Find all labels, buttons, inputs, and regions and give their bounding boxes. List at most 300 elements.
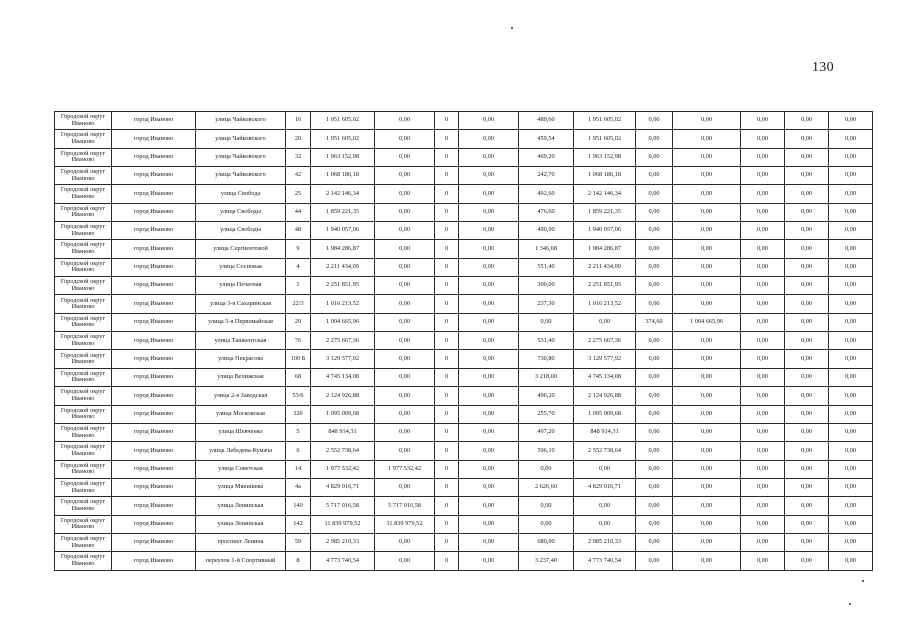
cell-cost-col-8: 0,00 bbox=[459, 405, 519, 423]
cell-cost-col-6: 0,00 bbox=[375, 313, 435, 331]
cell-cost-col-10: 4 773 740,54 bbox=[574, 552, 636, 570]
cell-cost-col-13: 0,00 bbox=[741, 112, 785, 130]
cell-cost-col-10: 848 914,31 bbox=[574, 423, 636, 441]
cell-street: улица Чайковского bbox=[196, 148, 286, 166]
table-row bbox=[55, 112, 873, 130]
cell-total-cost: 3 129 577,92 bbox=[311, 350, 375, 368]
cell-cost-col-8: 0,00 bbox=[459, 277, 519, 295]
cell-cost-col-12: 0,00 bbox=[673, 148, 741, 166]
cell-cost-col-12: 1 004 665,96 bbox=[673, 313, 741, 331]
cell-settlement: город Иваново bbox=[112, 533, 196, 551]
cell-area-col-11: 0,00 bbox=[636, 497, 673, 515]
cell-house-number: 29 bbox=[286, 313, 311, 331]
cell-cost-col-10: 4 745 134,08 bbox=[574, 368, 636, 386]
cell-area-col-9: 480,60 bbox=[519, 112, 574, 130]
cell-cost-col-15: 0,00 bbox=[829, 350, 873, 368]
cell-cost-col-8: 0,00 bbox=[459, 222, 519, 240]
cell-cost-col-8: 0,00 bbox=[459, 515, 519, 533]
cell-cost-col-8: 0,00 bbox=[459, 258, 519, 276]
cell-area-col-9: 3 218,00 bbox=[519, 368, 574, 386]
table-row bbox=[55, 295, 873, 313]
cell-total-cost: 5 717 016,58 bbox=[311, 497, 375, 515]
cell-street: улица 5-я Первомайская bbox=[196, 313, 286, 331]
cell-cost-col-8: 0,00 bbox=[459, 350, 519, 368]
cell-area-col-9: 730,80 bbox=[519, 350, 574, 368]
cell-cost-col-14: 0,00 bbox=[785, 478, 829, 496]
cell-cost-col-13: 0,00 bbox=[741, 368, 785, 386]
cell-area-col-11: 0,00 bbox=[636, 277, 673, 295]
cell-total-cost: 2 124 926,88 bbox=[311, 387, 375, 405]
cell-street: улица Советская bbox=[196, 460, 286, 478]
cell-cost-col-6: 0,00 bbox=[375, 295, 435, 313]
table-row bbox=[55, 368, 873, 386]
cell-house-number: 9 bbox=[286, 240, 311, 258]
cell-area-col-11: 0,00 bbox=[636, 442, 673, 460]
cell-cost-col-6: 5 717 016,58 bbox=[375, 497, 435, 515]
cell-cost-col-6: 0,00 bbox=[375, 387, 435, 405]
cell-settlement: город Иваново bbox=[112, 222, 196, 240]
cell-cost-col-6: 0,00 bbox=[375, 368, 435, 386]
cell-count-col-7: 0 bbox=[435, 533, 459, 551]
table-row bbox=[55, 552, 873, 570]
cell-area-col-9: 255,70 bbox=[519, 405, 574, 423]
cell-cost-col-12: 0,00 bbox=[673, 203, 741, 221]
cell-street: улица Чайковского bbox=[196, 130, 286, 148]
cell-municipality: Городской округ Иваново bbox=[55, 460, 112, 478]
cell-cost-col-14: 0,00 bbox=[785, 405, 829, 423]
cell-cost-col-14: 0,00 bbox=[785, 167, 829, 185]
scan-speck bbox=[511, 27, 513, 29]
cell-cost-col-13: 0,00 bbox=[741, 515, 785, 533]
table-row bbox=[55, 222, 873, 240]
cell-cost-col-15: 0,00 bbox=[829, 277, 873, 295]
cell-cost-col-13: 0,00 bbox=[741, 442, 785, 460]
cell-cost-col-13: 0,00 bbox=[741, 405, 785, 423]
cell-cost-col-13: 0,00 bbox=[741, 332, 785, 350]
cell-cost-col-13: 0,00 bbox=[741, 478, 785, 496]
cell-house-number: 32б bbox=[286, 405, 311, 423]
cell-total-cost: 2 552 738,64 bbox=[311, 442, 375, 460]
cell-cost-col-8: 0,00 bbox=[459, 423, 519, 441]
cell-area-col-11: 0,00 bbox=[636, 460, 673, 478]
cell-cost-col-10: 4 829 016,71 bbox=[574, 478, 636, 496]
cell-cost-col-10: 0,00 bbox=[574, 313, 636, 331]
table-row bbox=[55, 313, 873, 331]
cell-area-col-9: 3 237,40 bbox=[519, 552, 574, 570]
cell-area-col-11: 0,00 bbox=[636, 240, 673, 258]
cell-cost-col-13: 0,00 bbox=[741, 277, 785, 295]
cell-cost-col-14: 0,00 bbox=[785, 442, 829, 460]
cell-cost-col-8: 0,00 bbox=[459, 497, 519, 515]
cell-cost-col-8: 0,00 bbox=[459, 478, 519, 496]
cell-cost-col-10: 1 016 213,52 bbox=[574, 295, 636, 313]
cell-house-number: 32 bbox=[286, 148, 311, 166]
cell-street: улица Некрасова bbox=[196, 350, 286, 368]
cell-cost-col-10: 0,00 bbox=[574, 460, 636, 478]
cell-settlement: город Иваново bbox=[112, 313, 196, 331]
cell-cost-col-15: 0,00 bbox=[829, 423, 873, 441]
cell-municipality: Городской округ Иваново bbox=[55, 148, 112, 166]
cell-street: улица Свобода bbox=[196, 185, 286, 203]
cell-settlement: город Иваново bbox=[112, 497, 196, 515]
cell-count-col-7: 0 bbox=[435, 387, 459, 405]
cell-street: улица Сергиентовой bbox=[196, 240, 286, 258]
cell-total-cost: 11 839 979,52 bbox=[311, 515, 375, 533]
cell-street: улица Свободы bbox=[196, 222, 286, 240]
cell-area-col-11: 374,60 bbox=[636, 313, 673, 331]
cell-house-number: 22/3 bbox=[286, 295, 311, 313]
cell-cost-col-15: 0,00 bbox=[829, 112, 873, 130]
cell-municipality: Городской округ Иваново bbox=[55, 277, 112, 295]
cell-cost-col-12: 0,00 bbox=[673, 240, 741, 258]
cell-area-col-11: 0,00 bbox=[636, 515, 673, 533]
cell-cost-col-13: 0,00 bbox=[741, 258, 785, 276]
cell-area-col-9: 2 626,60 bbox=[519, 478, 574, 496]
cell-area-col-11: 0,00 bbox=[636, 167, 673, 185]
cell-area-col-9: 596,10 bbox=[519, 442, 574, 460]
cell-street: улица Ташкентская bbox=[196, 332, 286, 350]
cell-cost-col-12: 0,00 bbox=[673, 442, 741, 460]
cell-municipality: Городской округ Иваново bbox=[55, 313, 112, 331]
cell-count-col-7: 0 bbox=[435, 497, 459, 515]
cell-count-col-7: 0 bbox=[435, 185, 459, 203]
table-row bbox=[55, 258, 873, 276]
cell-house-number: 142 bbox=[286, 515, 311, 533]
cell-cost-col-12: 0,00 bbox=[673, 497, 741, 515]
cell-cost-col-10: 2 275 667,36 bbox=[574, 332, 636, 350]
cell-settlement: город Иваново bbox=[112, 258, 196, 276]
cell-cost-col-12: 0,00 bbox=[673, 387, 741, 405]
cell-cost-col-15: 0,00 bbox=[829, 460, 873, 478]
cell-municipality: Городской округ Иваново bbox=[55, 442, 112, 460]
cell-cost-col-15: 0,00 bbox=[829, 130, 873, 148]
cell-count-col-7: 0 bbox=[435, 423, 459, 441]
cell-settlement: город Иваново bbox=[112, 442, 196, 460]
cell-street: улица Ленинская bbox=[196, 515, 286, 533]
cell-cost-col-12: 0,00 bbox=[673, 332, 741, 350]
cell-municipality: Городской округ Иваново bbox=[55, 478, 112, 496]
cell-municipality: Городской округ Иваново bbox=[55, 497, 112, 515]
cell-cost-col-10: 2 985 210,33 bbox=[574, 533, 636, 551]
cell-count-col-7: 0 bbox=[435, 478, 459, 496]
cell-cost-col-8: 0,00 bbox=[459, 387, 519, 405]
cell-cost-col-12: 0,00 bbox=[673, 277, 741, 295]
cell-cost-col-6: 0,00 bbox=[375, 112, 435, 130]
cell-cost-col-13: 0,00 bbox=[741, 240, 785, 258]
cell-cost-col-6: 0,00 bbox=[375, 533, 435, 551]
cell-cost-col-15: 0,00 bbox=[829, 258, 873, 276]
cell-cost-col-14: 0,00 bbox=[785, 350, 829, 368]
cell-house-number: 140 bbox=[286, 497, 311, 515]
cell-cost-col-13: 0,00 bbox=[741, 222, 785, 240]
table-row bbox=[55, 405, 873, 423]
cell-cost-col-13: 0,00 bbox=[741, 533, 785, 551]
cell-cost-col-10: 2 552 738,64 bbox=[574, 442, 636, 460]
cell-house-number: 4а bbox=[286, 478, 311, 496]
table-row bbox=[55, 497, 873, 515]
cell-total-cost: 1 984 286,87 bbox=[311, 240, 375, 258]
cell-cost-col-8: 0,00 bbox=[459, 442, 519, 460]
cell-cost-col-6: 0,00 bbox=[375, 222, 435, 240]
cell-municipality: Городской округ Иваново bbox=[55, 533, 112, 551]
cell-cost-col-15: 0,00 bbox=[829, 442, 873, 460]
cell-area-col-11: 0,00 bbox=[636, 405, 673, 423]
cell-cost-col-10: 1 068 186,18 bbox=[574, 167, 636, 185]
table-row bbox=[55, 515, 873, 533]
cell-count-col-7: 0 bbox=[435, 277, 459, 295]
cell-house-number: 68 bbox=[286, 368, 311, 386]
cell-street: улица 3-я Сахаринская bbox=[196, 295, 286, 313]
cell-cost-col-8: 0,00 bbox=[459, 460, 519, 478]
cell-area-col-9: 242,70 bbox=[519, 167, 574, 185]
cell-total-cost: 2 985 210,33 bbox=[311, 533, 375, 551]
cell-cost-col-14: 0,00 bbox=[785, 515, 829, 533]
cell-cost-col-6: 0,00 bbox=[375, 185, 435, 203]
cell-area-col-9: 497,20 bbox=[519, 423, 574, 441]
cell-cost-col-6: 0,00 bbox=[375, 167, 435, 185]
cell-municipality: Городской округ Иваново bbox=[55, 240, 112, 258]
cell-street: улица Чайковского bbox=[196, 112, 286, 130]
cell-cost-col-13: 0,00 bbox=[741, 497, 785, 515]
cell-cost-col-15: 0,00 bbox=[829, 405, 873, 423]
cell-area-col-9: 490,90 bbox=[519, 222, 574, 240]
cell-count-col-7: 0 bbox=[435, 442, 459, 460]
table-row bbox=[55, 185, 873, 203]
cell-cost-col-8: 0,00 bbox=[459, 240, 519, 258]
cell-cost-col-14: 0,00 bbox=[785, 185, 829, 203]
cell-cost-col-10: 1 940 057,06 bbox=[574, 222, 636, 240]
cell-cost-col-6: 0,00 bbox=[375, 258, 435, 276]
cell-area-col-9: 1 346,68 bbox=[519, 240, 574, 258]
cell-count-col-7: 0 bbox=[435, 295, 459, 313]
cell-cost-col-15: 0,00 bbox=[829, 167, 873, 185]
cell-cost-col-14: 0,00 bbox=[785, 222, 829, 240]
cell-house-number: 1 bbox=[286, 277, 311, 295]
cell-count-col-7: 0 bbox=[435, 350, 459, 368]
cell-total-cost: 1 940 057,06 bbox=[311, 222, 375, 240]
cell-municipality: Городской округ Иваново bbox=[55, 167, 112, 185]
cell-street: улица Сосновая bbox=[196, 258, 286, 276]
cell-total-cost: 2 251 851,95 bbox=[311, 277, 375, 295]
table-row bbox=[55, 240, 873, 258]
cell-cost-col-13: 0,00 bbox=[741, 295, 785, 313]
cell-count-col-7: 0 bbox=[435, 112, 459, 130]
cell-area-col-9: 469,20 bbox=[519, 148, 574, 166]
cell-cost-col-12: 0,00 bbox=[673, 515, 741, 533]
cell-count-col-7: 0 bbox=[435, 552, 459, 570]
cell-cost-col-15: 0,00 bbox=[829, 222, 873, 240]
cell-house-number: 14 bbox=[286, 460, 311, 478]
cell-total-cost: 848 914,31 bbox=[311, 423, 375, 441]
cell-area-col-11: 0,00 bbox=[636, 387, 673, 405]
cell-area-col-9: 496,20 bbox=[519, 387, 574, 405]
cell-cost-col-15: 0,00 bbox=[829, 148, 873, 166]
cell-settlement: город Иваново bbox=[112, 350, 196, 368]
table-row bbox=[55, 460, 873, 478]
cell-house-number: 53/6 bbox=[286, 387, 311, 405]
cell-house-number: 16 bbox=[286, 112, 311, 130]
cell-municipality: Городской округ Иваново bbox=[55, 295, 112, 313]
cell-cost-col-10: 1 984 286,87 bbox=[574, 240, 636, 258]
cell-cost-col-12: 0,00 bbox=[673, 478, 741, 496]
cell-area-col-11: 0,00 bbox=[636, 112, 673, 130]
cell-area-col-11: 0,00 bbox=[636, 258, 673, 276]
cell-settlement: город Иваново bbox=[112, 460, 196, 478]
cell-area-col-9: 0,00 bbox=[519, 497, 574, 515]
cell-street: улица Шевченко bbox=[196, 423, 286, 441]
cell-count-col-7: 0 bbox=[435, 222, 459, 240]
cell-cost-col-10: 1 951 605,02 bbox=[574, 112, 636, 130]
cell-total-cost: 1 068 186,18 bbox=[311, 167, 375, 185]
cell-cost-col-15: 0,00 bbox=[829, 295, 873, 313]
cell-count-col-7: 0 bbox=[435, 405, 459, 423]
cell-cost-col-12: 0,00 bbox=[673, 130, 741, 148]
cell-house-number: 8 bbox=[286, 552, 311, 570]
cell-cost-col-12: 0,00 bbox=[673, 185, 741, 203]
cell-area-col-11: 0,00 bbox=[636, 203, 673, 221]
cell-area-col-11: 0,00 bbox=[636, 552, 673, 570]
cell-settlement: город Иваново bbox=[112, 277, 196, 295]
cell-settlement: город Иваново bbox=[112, 185, 196, 203]
cell-settlement: город Иваново bbox=[112, 552, 196, 570]
cell-cost-col-10: 0,00 bbox=[574, 497, 636, 515]
cell-municipality: Городской округ Иваново bbox=[55, 130, 112, 148]
cell-settlement: город Иваново bbox=[112, 240, 196, 258]
cell-settlement: город Иваново bbox=[112, 203, 196, 221]
cell-settlement: город Иваново bbox=[112, 295, 196, 313]
cell-total-cost: 4 773 740,54 bbox=[311, 552, 375, 570]
cell-street: улица Московская bbox=[196, 405, 286, 423]
table-row bbox=[55, 350, 873, 368]
cell-street: улица 2-я Заводская bbox=[196, 387, 286, 405]
cell-cost-col-13: 0,00 bbox=[741, 148, 785, 166]
cell-cost-col-8: 0,00 bbox=[459, 112, 519, 130]
cell-house-number: 5 bbox=[286, 423, 311, 441]
cell-cost-col-12: 0,00 bbox=[673, 405, 741, 423]
cell-cost-col-10: 0,00 bbox=[574, 515, 636, 533]
cell-cost-col-14: 0,00 bbox=[785, 313, 829, 331]
cell-house-number: 100 Б bbox=[286, 350, 311, 368]
cell-municipality: Городской округ Иваново bbox=[55, 203, 112, 221]
cell-cost-col-8: 0,00 bbox=[459, 130, 519, 148]
table-row bbox=[55, 423, 873, 441]
cell-area-col-9: 0,00 bbox=[519, 313, 574, 331]
cell-house-number: 6 bbox=[286, 442, 311, 460]
cell-street: переулок 1-й Спортивный bbox=[196, 552, 286, 570]
cell-municipality: Городской округ Иваново bbox=[55, 350, 112, 368]
cell-area-col-9: 531,40 bbox=[519, 332, 574, 350]
cell-count-col-7: 0 bbox=[435, 148, 459, 166]
cell-cost-col-15: 0,00 bbox=[829, 387, 873, 405]
table-body bbox=[55, 112, 873, 571]
cell-count-col-7: 0 bbox=[435, 460, 459, 478]
cell-cost-col-15: 0,00 bbox=[829, 515, 873, 533]
cell-cost-col-13: 0,00 bbox=[741, 552, 785, 570]
cell-total-cost: 1 859 221,35 bbox=[311, 203, 375, 221]
cell-settlement: город Иваново bbox=[112, 515, 196, 533]
cell-cost-col-6: 0,00 bbox=[375, 405, 435, 423]
cell-area-col-9: 492,60 bbox=[519, 185, 574, 203]
cell-cost-col-15: 0,00 bbox=[829, 203, 873, 221]
cell-house-number: 25 bbox=[286, 185, 311, 203]
cell-house-number: 44 bbox=[286, 203, 311, 221]
cell-municipality: Городской округ Иваново bbox=[55, 515, 112, 533]
cell-total-cost: 1 004 665,96 bbox=[311, 313, 375, 331]
cell-count-col-7: 0 bbox=[435, 332, 459, 350]
cell-cost-col-8: 0,00 bbox=[459, 295, 519, 313]
cell-cost-col-14: 0,00 bbox=[785, 112, 829, 130]
cell-cost-col-6: 0,00 bbox=[375, 478, 435, 496]
cell-area-col-11: 0,00 bbox=[636, 295, 673, 313]
cell-street: улица Лебедева-Кумача bbox=[196, 442, 286, 460]
cell-cost-col-13: 0,00 bbox=[741, 423, 785, 441]
cell-count-col-7: 0 bbox=[435, 240, 459, 258]
cell-house-number: 4 bbox=[286, 258, 311, 276]
table-row bbox=[55, 387, 873, 405]
cell-cost-col-8: 0,00 bbox=[459, 368, 519, 386]
cell-municipality: Городской округ Иваново bbox=[55, 405, 112, 423]
cell-settlement: город Иваново bbox=[112, 423, 196, 441]
cell-area-col-9: 0,00 bbox=[519, 460, 574, 478]
cell-area-col-11: 0,00 bbox=[636, 332, 673, 350]
table-row bbox=[55, 332, 873, 350]
cell-cost-col-10: 1 963 152,98 bbox=[574, 148, 636, 166]
cell-settlement: город Иваново bbox=[112, 112, 196, 130]
cell-cost-col-6: 0,00 bbox=[375, 148, 435, 166]
cell-count-col-7: 0 bbox=[435, 167, 459, 185]
cell-street: улица Велижская bbox=[196, 368, 286, 386]
cell-house-number: 20 bbox=[286, 130, 311, 148]
cell-cost-col-10: 2 124 926,88 bbox=[574, 387, 636, 405]
cell-count-col-7: 0 bbox=[435, 258, 459, 276]
scan-speck bbox=[849, 603, 851, 605]
cell-cost-col-15: 0,00 bbox=[829, 313, 873, 331]
cell-settlement: город Иваново bbox=[112, 478, 196, 496]
cell-cost-col-6: 11 839 979,52 bbox=[375, 515, 435, 533]
cell-house-number: 42 bbox=[286, 167, 311, 185]
cell-house-number: 48 bbox=[286, 222, 311, 240]
cell-total-cost: 1 951 605,02 bbox=[311, 112, 375, 130]
cell-total-cost: 1 951 605,02 bbox=[311, 130, 375, 148]
cell-cost-col-6: 1 977 532,42 bbox=[375, 460, 435, 478]
cell-municipality: Городской округ Иваново bbox=[55, 112, 112, 130]
cell-cost-col-14: 0,00 bbox=[785, 148, 829, 166]
table-row bbox=[55, 130, 873, 148]
cell-cost-col-12: 0,00 bbox=[673, 167, 741, 185]
cell-settlement: город Иваново bbox=[112, 405, 196, 423]
cell-cost-col-6: 0,00 bbox=[375, 203, 435, 221]
table-row bbox=[55, 533, 873, 551]
cell-area-col-11: 0,00 bbox=[636, 533, 673, 551]
cell-cost-col-6: 0,00 bbox=[375, 277, 435, 295]
cell-total-cost: 1 016 213,52 bbox=[311, 295, 375, 313]
cell-street: улица Свободы bbox=[196, 203, 286, 221]
cell-count-col-7: 0 bbox=[435, 515, 459, 533]
cell-total-cost: 4 829 016,71 bbox=[311, 478, 375, 496]
cell-cost-col-15: 0,00 bbox=[829, 533, 873, 551]
cell-total-cost: 2 275 667,36 bbox=[311, 332, 375, 350]
page-number: 130 bbox=[812, 60, 834, 75]
cell-municipality: Городской округ Иваново bbox=[55, 368, 112, 386]
cell-settlement: город Иваново bbox=[112, 332, 196, 350]
cell-street: улица Ленинская bbox=[196, 497, 286, 515]
cell-cost-col-14: 0,00 bbox=[785, 258, 829, 276]
cell-cost-col-6: 0,00 bbox=[375, 423, 435, 441]
cell-municipality: Городской округ Иваново bbox=[55, 222, 112, 240]
cell-cost-col-8: 0,00 bbox=[459, 185, 519, 203]
cell-total-cost: 1 963 152,98 bbox=[311, 148, 375, 166]
cell-cost-col-8: 0,00 bbox=[459, 533, 519, 551]
